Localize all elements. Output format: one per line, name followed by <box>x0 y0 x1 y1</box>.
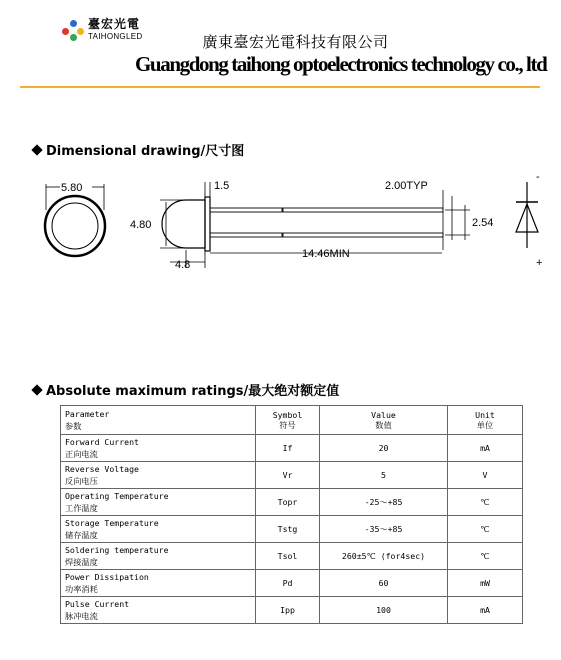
unit-cell: mA <box>448 597 523 624</box>
led-top-view <box>45 182 105 256</box>
pitch-label: 2.54 <box>472 217 494 229</box>
parameter-name: Power Dissipation <box>65 572 149 582</box>
dimension-drawing <box>0 160 561 280</box>
lead-spacing-label: 2.00TYP <box>385 180 428 192</box>
unit-cell: mW <box>448 570 523 597</box>
diamond-bullet-icon <box>31 384 42 395</box>
parameter-name: Soldering temperature <box>65 545 169 555</box>
parameter-name: Reverse Voltage <box>65 464 139 474</box>
table-row <box>61 462 523 489</box>
logo-chinese-text: 臺宏光電 <box>88 17 141 31</box>
column-header-symbol: Symbol 符号 <box>256 406 320 435</box>
logo-english-text: TAIHONGLED <box>88 32 143 41</box>
lead-length-label: 14.46MIN <box>302 248 350 260</box>
column-header-parameter: Parameter 参数 <box>61 406 256 435</box>
parameter-name: Forward Current <box>65 437 139 447</box>
unit-cell: ℃ <box>448 516 523 543</box>
value-cell: 60 <box>320 570 448 597</box>
symbol-cell: Tsol <box>256 543 320 570</box>
value-cell: 260±5℃ (for4sec) <box>320 543 448 570</box>
company-name-english: Guangdong taihong optoelectronics technology co., ltd <box>135 52 547 76</box>
value-cell: 5 <box>320 462 448 489</box>
table-row <box>61 489 523 516</box>
column-header-value: Value 数值 <box>320 406 448 435</box>
symbol-cell: If <box>256 435 320 462</box>
table-header-row <box>61 406 523 435</box>
value-cell: 20 <box>320 435 448 462</box>
symbol-cell: Ipp <box>256 597 320 624</box>
symbol-cell: Tstg <box>256 516 320 543</box>
table-row <box>61 570 523 597</box>
symbol-cell: Topr <box>256 489 320 516</box>
unit-cell: V <box>448 462 523 489</box>
table-row <box>61 597 523 624</box>
value-cell: -35～+85 <box>320 516 448 543</box>
parameter-name-cn: 功率消耗 <box>65 584 98 594</box>
unit-cell: ℃ <box>448 543 523 570</box>
parameter-name-cn: 脉冲电流 <box>65 611 98 621</box>
value-cell: -25～+85 <box>320 489 448 516</box>
table-row <box>61 543 523 570</box>
parameter-name-cn: 储存温度 <box>65 530 98 540</box>
parameter-name: Pulse Current <box>65 599 130 609</box>
parameter-name: Operating Temperature <box>65 491 169 501</box>
parameter-name-cn: 焊接温度 <box>65 557 98 567</box>
ratings-table <box>60 405 523 624</box>
dimension-section-title: Dimensional drawing/尺寸图 <box>30 140 244 159</box>
height-label: 4.80 <box>130 219 152 231</box>
column-header-unit: Unit 单位 <box>448 406 523 435</box>
parameter-name-cn: 正向电流 <box>65 449 98 459</box>
parameter-name-cn: 工作温度 <box>65 503 98 513</box>
ratings-section-title: Absolute maximum ratings/最大绝对额定值 <box>30 380 339 399</box>
anode-plus-label: + <box>536 257 543 269</box>
diode-symbol-icon <box>516 171 542 269</box>
unit-cell: mA <box>448 435 523 462</box>
unit-cell: ℃ <box>448 489 523 516</box>
led-side-view <box>130 180 493 271</box>
value-cell: 100 <box>320 597 448 624</box>
cathode-minus-label: - <box>536 171 540 183</box>
parameter-name-cn: 反向电压 <box>65 476 98 486</box>
flange-label: 1.5 <box>214 180 230 192</box>
body-length-label: 4.8 <box>175 259 191 271</box>
table-row <box>61 435 523 462</box>
diameter-label: 5.80 <box>61 182 83 194</box>
parameter-name: Storage Temperature <box>65 518 159 528</box>
table-row <box>61 516 523 543</box>
diamond-bullet-icon <box>31 144 42 155</box>
symbol-cell: Pd <box>256 570 320 597</box>
company-name-chinese: 廣東臺宏光電科技有限公司 <box>202 33 389 51</box>
header-divider <box>20 86 540 88</box>
symbol-cell: Vr <box>256 462 320 489</box>
